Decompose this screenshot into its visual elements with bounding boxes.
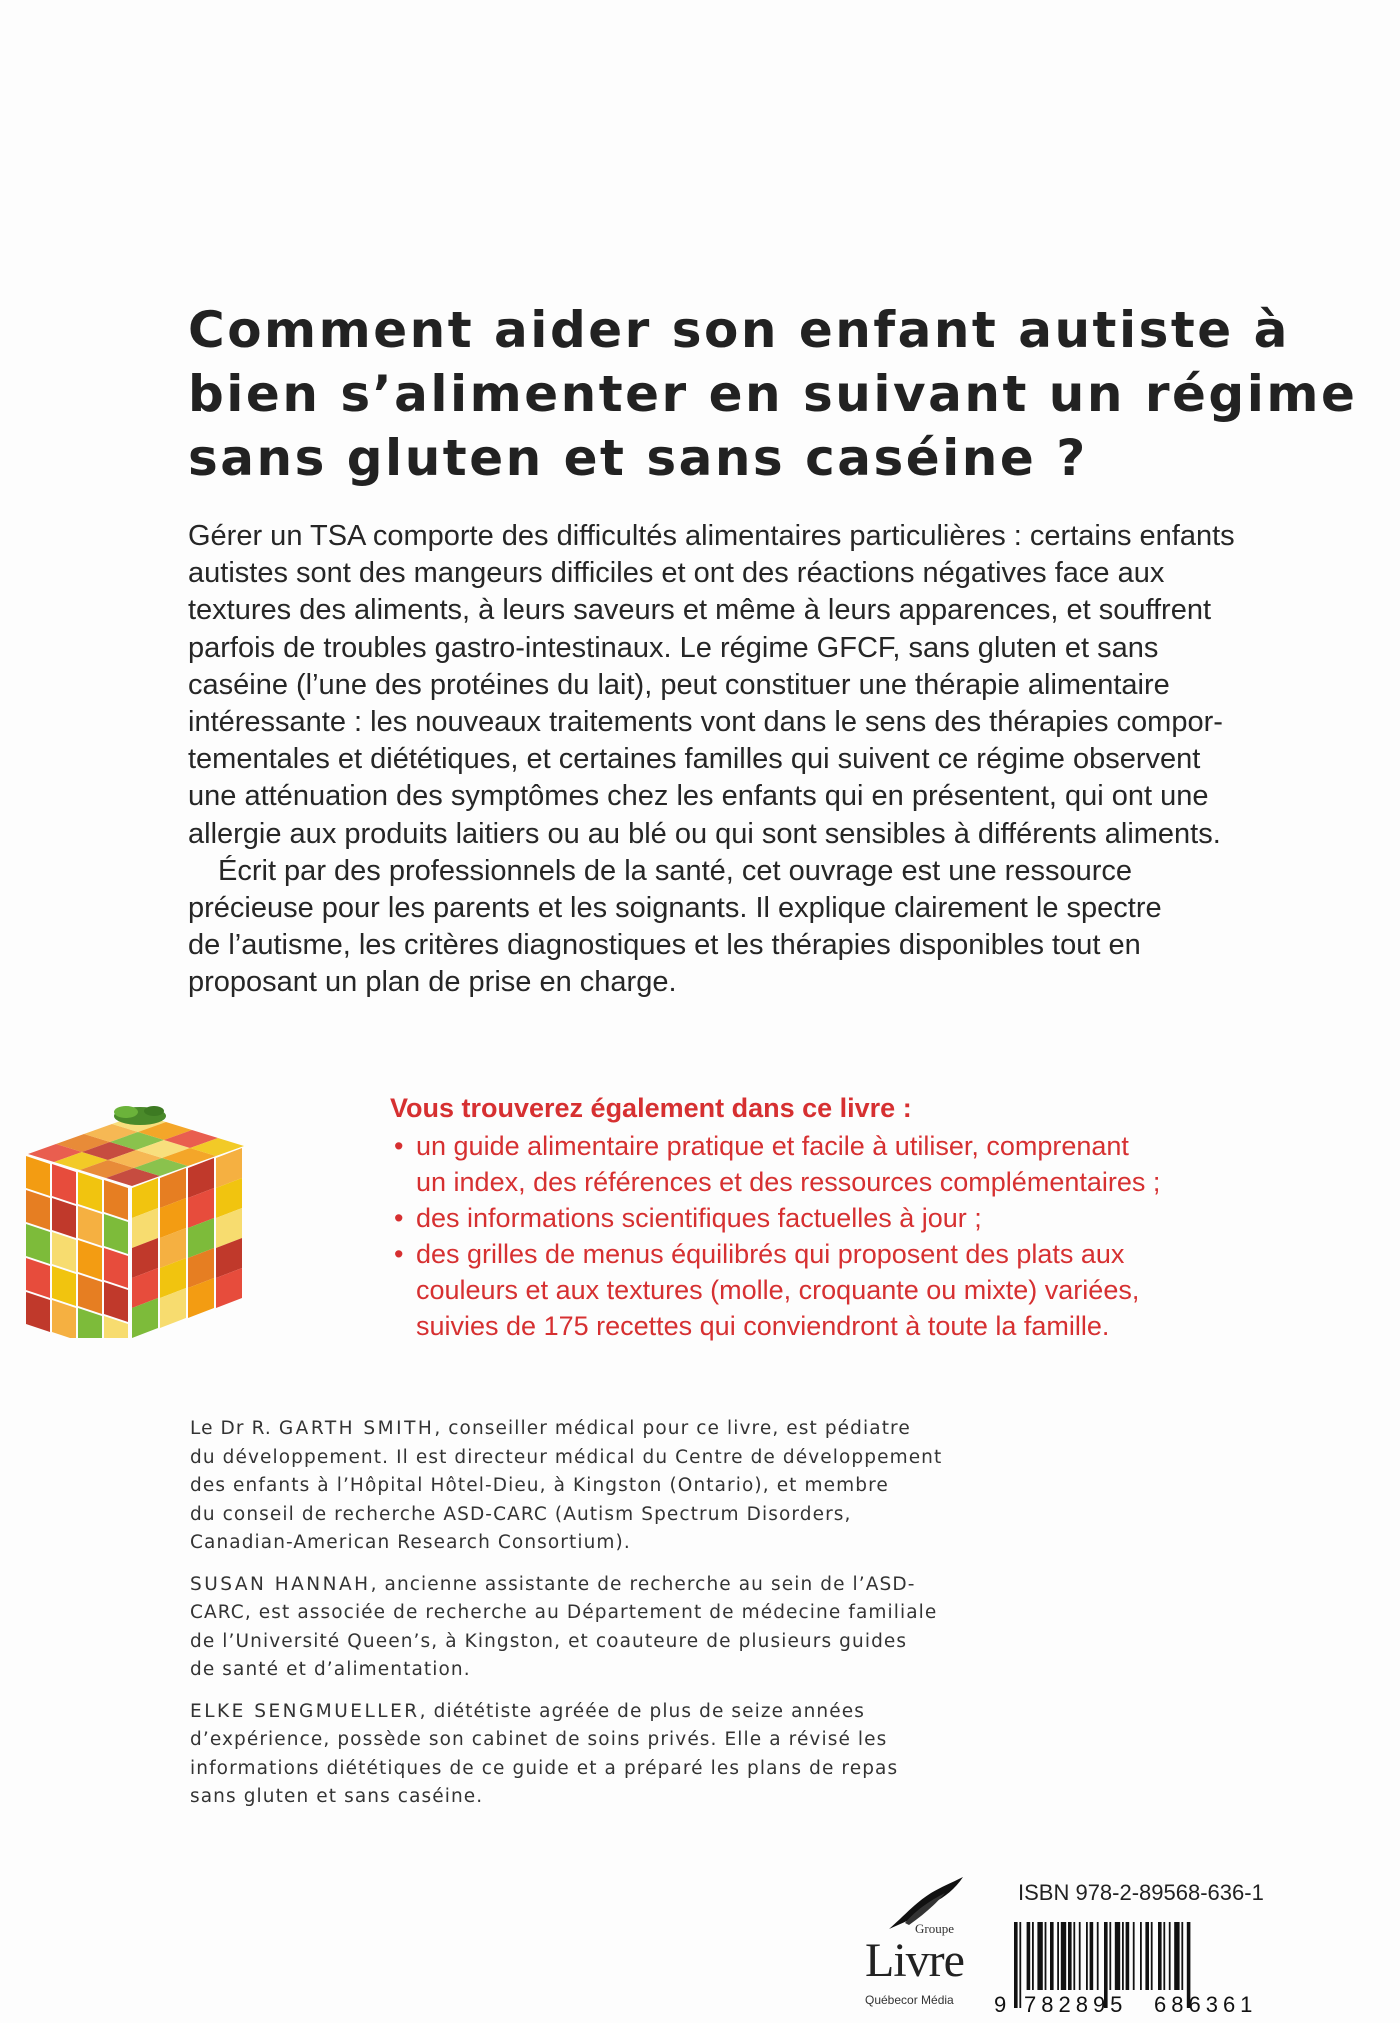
logo-livre: Livre xyxy=(865,1934,964,1987)
description-line: proposant un plan de prise en charge. xyxy=(188,966,677,999)
barcode-bar xyxy=(1158,1922,1162,1990)
bio-line: d’expérience, possède son cabinet de soins privés. Elle a révisé les xyxy=(190,1729,888,1750)
bio-line: Canadian-American Research Consortium). xyxy=(190,1532,631,1553)
barcode-bar xyxy=(1050,1922,1054,1990)
barcode-bar xyxy=(1079,1922,1081,1990)
barcode-bar xyxy=(1115,1922,1120,1990)
bio-smith: Le Dr R. GARTH SMITH, conseiller médical pour ce livre, est pédiatre du développement. Il est directeur médical du Centre de développement des enfants à l’Hôpital Hôtel-Dieu, à Kingston (Ontario), et membre du conseil de recherche ASD-CARC (Autism Spectrum Disorders, Canadian-American Research Consortium). xyxy=(190,1415,1010,1558)
fruit-cube-piece xyxy=(26,1190,50,1230)
bio-line: CARC, est associée de recherche au Département de médecine familiale xyxy=(190,1602,938,1623)
bio-line: des enfants à l’Hôpital Hôtel-Dieu, à Kingston (Ontario), et membre xyxy=(190,1475,889,1496)
fruit-cube-piece xyxy=(52,1198,76,1238)
fruit-cube-piece xyxy=(26,1258,50,1298)
fruit-cube-piece xyxy=(52,1300,76,1338)
bio-line: sans gluten et sans caséine. xyxy=(190,1786,484,1807)
fruit-cube-piece xyxy=(26,1292,50,1332)
fruit-cube-piece xyxy=(52,1266,76,1306)
barcode-bar xyxy=(1068,1922,1072,1990)
bullet-icon: • xyxy=(394,1239,404,1269)
fruit-cube-piece xyxy=(78,1172,102,1212)
barcode-bar xyxy=(1057,1922,1059,1990)
barcode-bar xyxy=(1037,1922,1042,1990)
barcode-digit-first: 9 xyxy=(994,1992,1007,2016)
features-box xyxy=(390,1090,1310,1344)
feature-line: suivies de 175 recettes qui conviendront à toute la famille. xyxy=(416,1311,1110,1341)
barcode-bar xyxy=(1145,1922,1149,1990)
book-description xyxy=(188,518,1318,1002)
barcode-bar xyxy=(1140,1922,1142,1990)
barcode-bar xyxy=(1027,1922,1031,1990)
logo-groupe: Groupe xyxy=(915,1921,954,1936)
isbn-label: ISBN 978-2-89568-636-1 xyxy=(1018,1880,1264,1905)
description-line: Gérer un TSA comporte des difficultés alimentaires particulières : certains enfants xyxy=(188,520,1235,552)
barcode-digits-group-2: 686361 xyxy=(1154,1992,1258,2016)
feature-item xyxy=(390,1128,1310,1200)
fruit-cube-image xyxy=(22,1086,254,1338)
description-line: de l’autisme, les critères diagnostiques et les thérapies disponibles tout en xyxy=(188,929,1141,962)
barcode-bar xyxy=(1090,1922,1094,1990)
fruit-cube-piece xyxy=(26,1224,50,1264)
fruit-cube-piece xyxy=(104,1248,128,1288)
barcode-digits-group-1: 782895 xyxy=(1024,1992,1128,2016)
barcode-bar xyxy=(1169,1922,1171,1990)
description-line: intéressante : les nouveaux traitements vont dans le sens des thérapies compor- xyxy=(188,706,1223,739)
features-heading: Vous trouverez également dans ce livre : xyxy=(390,1093,912,1123)
description-line: autistes sont des mangeurs difficiles et ont des réactions négatives face aux xyxy=(188,557,1165,590)
description-line: précieuse pour les parents et les soignants. Il explique clairement le spectre xyxy=(188,892,1162,925)
description-line: parfois de troubles gastro-intestinaux. Le régime GFCF, sans gluten et sans xyxy=(188,631,1159,664)
barcode-bar xyxy=(1109,1922,1111,1990)
author-name: ELKE SENGMUELLER xyxy=(190,1700,420,1722)
barcode-bar xyxy=(1019,1922,1021,2008)
bio-line: du développement. Il est directeur médical du Centre de développement xyxy=(190,1446,943,1468)
bio-hannah: SUSAN HANNAH, ancienne assistante de recherche au sein de l’ASD- CARC, est associée de recherche au Département de médecine familiale de l’Université Queen’s, à Kingston, et coauteure de plusieurs guides de santé et d’alimentation. xyxy=(190,1571,1010,1685)
description-paragraph-1 xyxy=(188,518,1318,853)
barcode-icon xyxy=(990,1920,1290,2016)
barcode-bar xyxy=(1122,1922,1124,1990)
barcode-bar xyxy=(1133,1922,1135,1990)
barcode-bar xyxy=(1014,1922,1018,2008)
feature-line: un index, des références et des ressources complémentaires ; xyxy=(416,1167,1161,1197)
barcode-bar xyxy=(1181,1922,1183,1990)
barcode-bar xyxy=(1151,1922,1153,1990)
description-line: tementales et diététiques, et certaines familles qui suivent ce régime observent xyxy=(188,743,1201,776)
bio-line: informations diététiques de ce guide et a préparé les plans de repas xyxy=(190,1757,899,1779)
bio-line: de l’Université Queen’s, à Kingston, et coauteure de plusieurs guides xyxy=(190,1630,908,1652)
description-paragraph-2 xyxy=(188,853,1318,1002)
barcode-bar xyxy=(1174,1922,1179,1990)
barcode-bar xyxy=(1126,1922,1130,1990)
feature-item xyxy=(390,1200,1310,1236)
feature-line: des informations scientifiques factuelles à jour ; xyxy=(416,1203,982,1233)
author-name: GARTH SMITH xyxy=(278,1418,435,1439)
barcode-bar xyxy=(1163,1922,1165,1990)
description-line: Écrit par des professionnels de la santé, cet ouvrage est une ressource xyxy=(218,854,1133,887)
fruit-cube-piece xyxy=(78,1274,102,1314)
fruit-cube-piece xyxy=(104,1282,128,1322)
feature-line: un guide alimentaire pratique et facile à utiliser, comprenant xyxy=(416,1131,1129,1161)
feature-line: des grilles de menus équilibrés qui proposent des plats aux xyxy=(416,1239,1125,1269)
barcode-bar xyxy=(1086,1922,1088,1990)
bio-line: de santé et d’alimentation. xyxy=(190,1659,471,1680)
barcode-bar xyxy=(1061,1922,1066,1990)
title-line-3: sans gluten et sans caséine ? xyxy=(188,429,1088,487)
bullet-icon: • xyxy=(394,1203,404,1233)
bio-line: du conseil de recherche ASD-CARC (Autism Spectrum Disorders, xyxy=(190,1503,852,1525)
fruit-cube-piece xyxy=(26,1156,50,1196)
title-line-2: bien s’alimenter en suivant un régime xyxy=(188,365,1358,423)
fruit-cube-piece xyxy=(104,1214,128,1254)
barcode-bar xyxy=(1032,1922,1034,1990)
back-cover-title xyxy=(188,298,1358,490)
author-bios xyxy=(190,1415,1010,1825)
bullet-icon: • xyxy=(394,1131,404,1161)
description-line: allergie aux produits laitiers ou au blé ou qui sont sensibles à différents aliments. xyxy=(188,817,1221,850)
publisher-logo xyxy=(855,1875,975,2015)
barcode-bar xyxy=(1045,1922,1047,1990)
author-name: SUSAN HANNAH xyxy=(190,1573,371,1595)
fruit-cube-piece xyxy=(78,1240,102,1280)
bio-sengmueller: ELKE SENGMUELLER, diététiste agréée de plus de seize années d’expérience, possède son cabinet de soins privés. Elle a révisé les informations diététiques de ce guide et a préparé les plans de repas sans gluten et sans caséine. xyxy=(190,1698,1010,1812)
feature-item xyxy=(390,1236,1310,1344)
description-line: une atténuation des symptômes chez les enfants qui en présentent, qui ont une xyxy=(188,780,1209,813)
title-line-1: Comment aider son enfant autiste à xyxy=(188,301,1290,359)
fruit-cube-piece xyxy=(52,1164,76,1204)
fruit-cube-piece xyxy=(104,1180,128,1220)
features-list xyxy=(390,1128,1310,1344)
feature-line: couleurs et aux textures (molle, croquante ou mixte) variées, xyxy=(416,1275,1140,1305)
description-line: textures des aliments, à leurs saveurs et même à leurs apparences, et souffrent xyxy=(188,594,1212,627)
description-line: caséine (l’une des protéines du lait), peut constituer une thérapie alimentaire xyxy=(188,668,1170,701)
barcode-bar xyxy=(1097,1922,1099,1990)
barcode-bar xyxy=(1073,1922,1075,1990)
logo-media: Québecor Média xyxy=(865,1993,954,2007)
fruit-cube-piece xyxy=(78,1206,102,1246)
fruit-cube-piece xyxy=(52,1232,76,1272)
